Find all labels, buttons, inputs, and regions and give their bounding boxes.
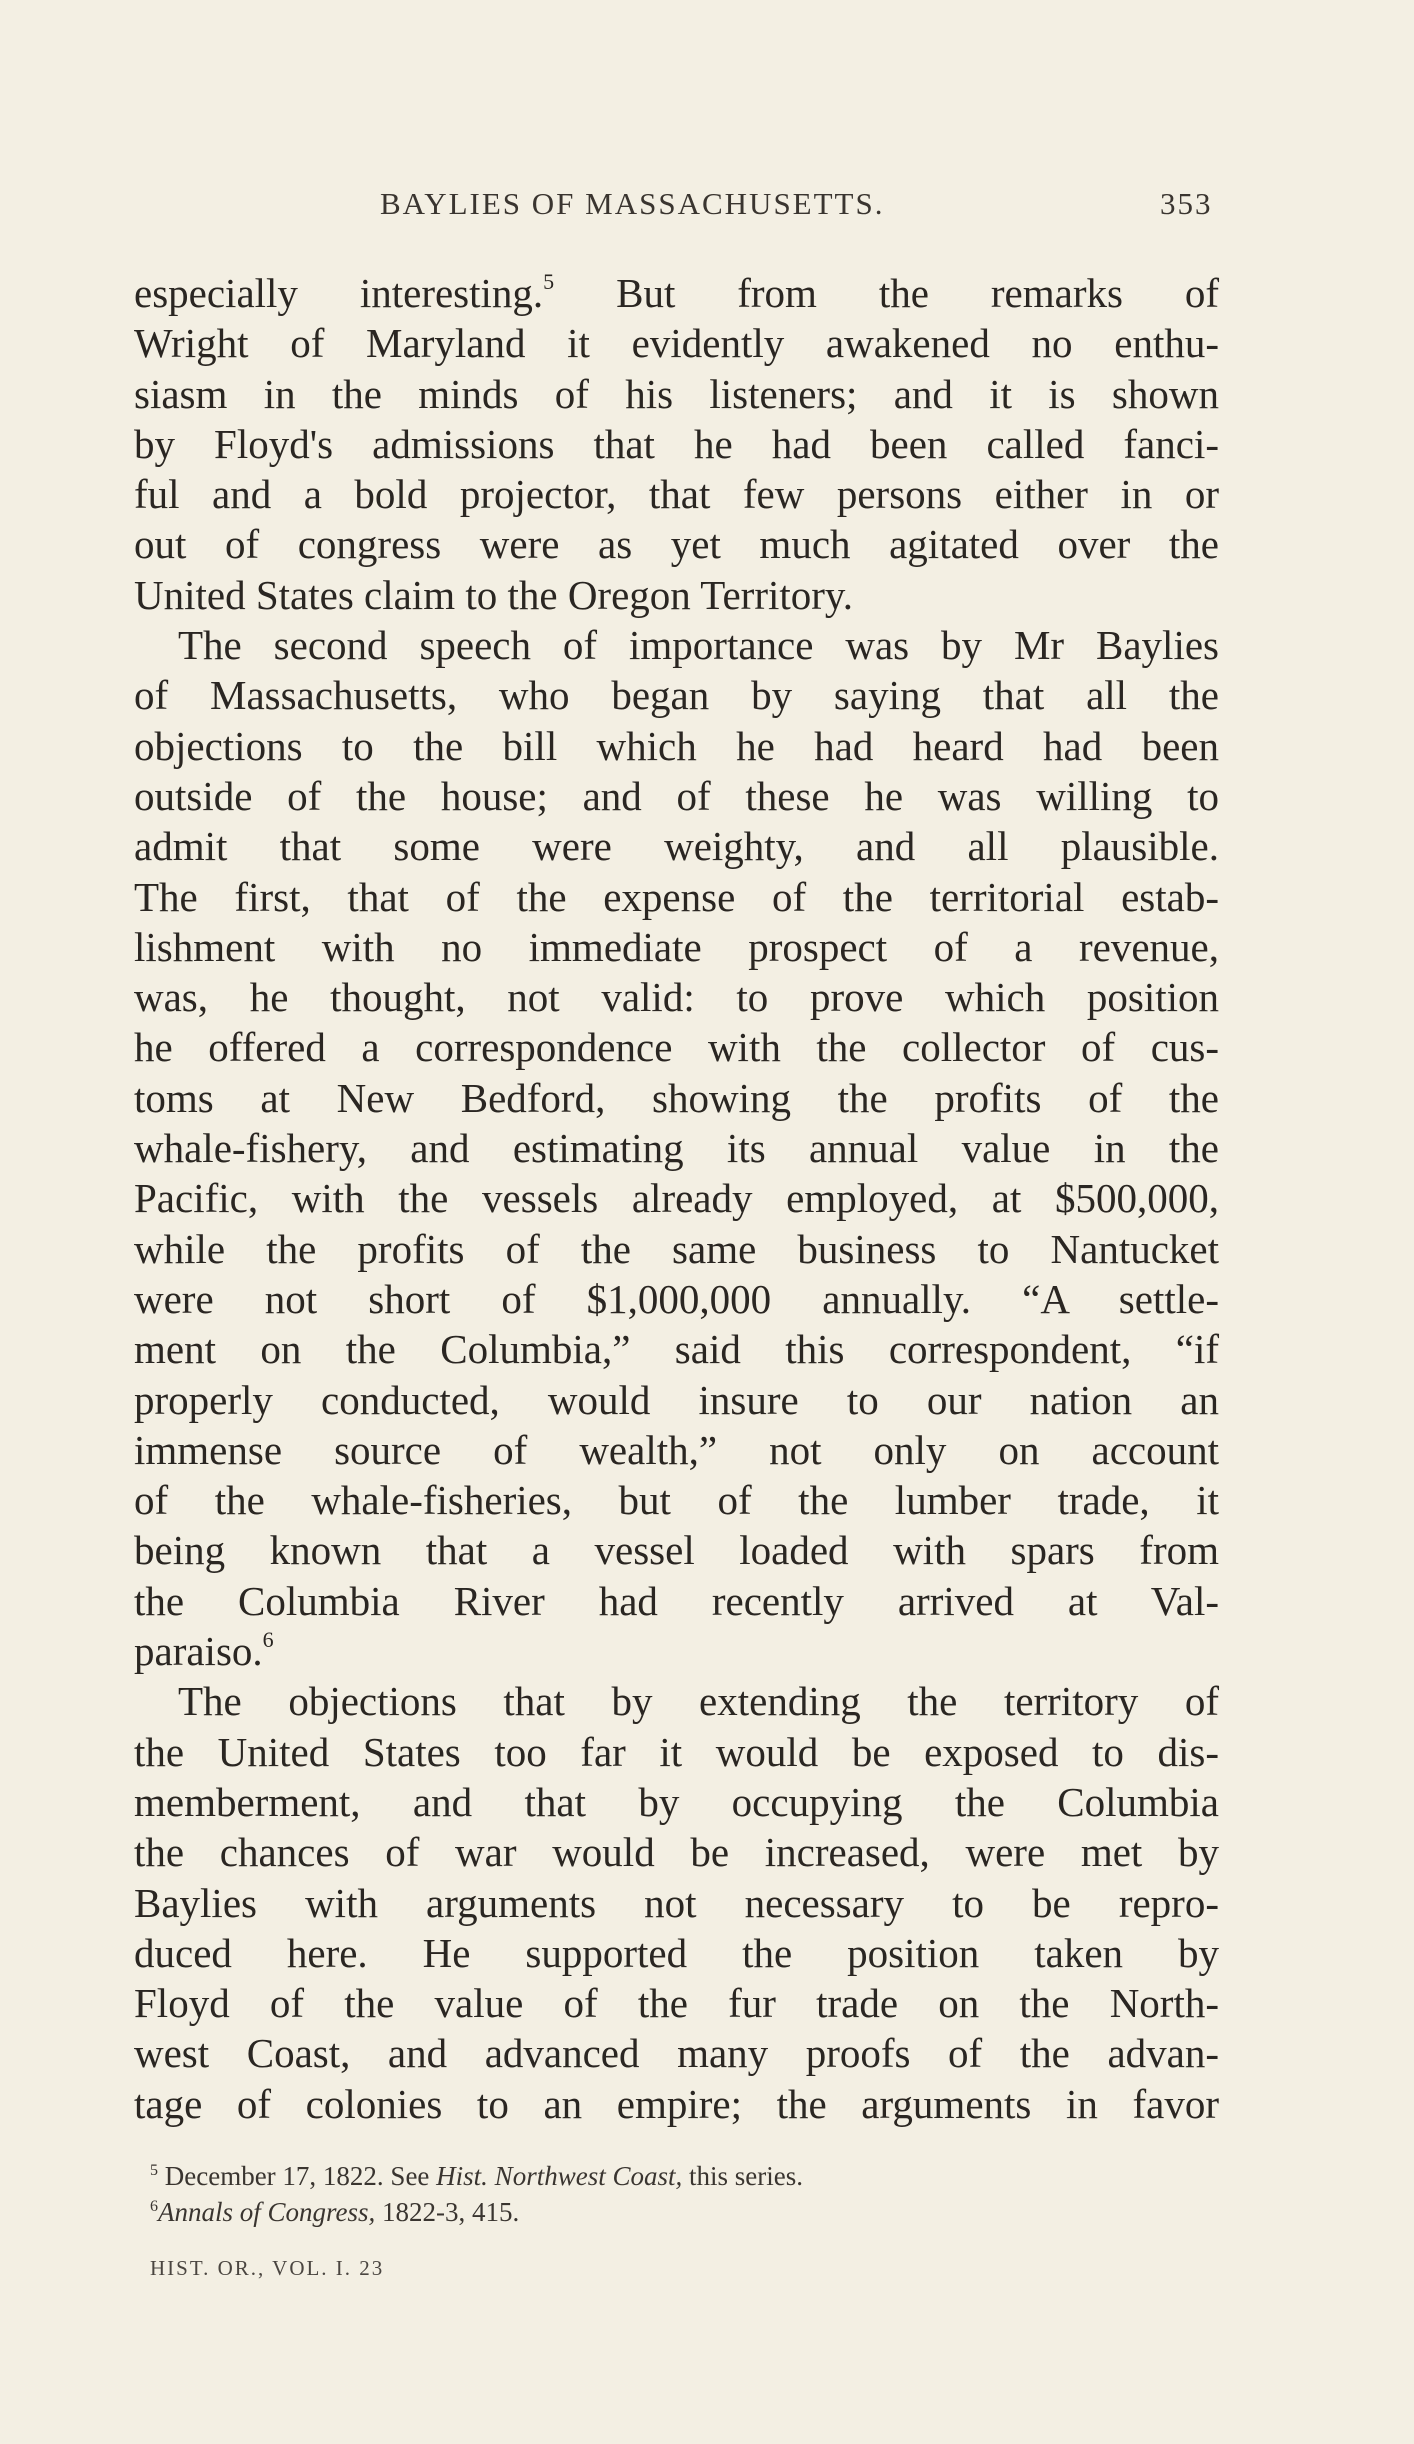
text-line: paraiso.$^6$ [134,1627,274,1675]
text-line: Floyd of the value of the fur trade on the North- [134,1980,1219,2027]
text-line: were not short of $1,000,000 annually. “A settle- [134,1275,1219,1322]
paragraph-start-line: The second speech of importance was by Mr Baylies [178,622,1219,669]
text-line: while the profits of the same business to Nantucket [134,1225,1219,1272]
text-line: memberment, and that by occupying the Columbia [134,1778,1219,1825]
text-line: the United States too far it would be exposed to dis- [134,1728,1219,1775]
footnote: $^5$ December 17, 1822. See Hist. Northwest Coast, this series. [150,2161,803,2191]
text-line: lishment with no immediate prospect of a revenue, [134,923,1219,970]
text-line: The first, that of the expense of the territorial estab- [134,873,1219,920]
text-line: the Columbia River had recently arrived at Val- [134,1577,1219,1624]
footnotes [150,2158,1150,2230]
text-line: of Massachusetts, who began by saying that all the [134,672,1219,719]
text-line: admit that some were weighty, and all plausible. [134,823,1219,870]
text-line: Baylies with arguments not necessary to be repro- [134,1879,1219,1926]
text-line: tage of colonies to an empire; the arguments in favor [134,2080,1219,2127]
text-line: siasm in the minds of his listeners; and it is shown [134,370,1219,417]
text-line: by Floyd's admissions that he had been called fanci- [134,420,1219,467]
text-line: Wright of Maryland it evidently awakened no enthu- [134,320,1219,367]
text-line: toms at New Bedford, showing the profits of the [134,1074,1219,1121]
text-line: objections to the bill which he had heard had been [134,722,1219,769]
text-line: the chances of war would be increased, were met by [134,1829,1219,1876]
text-line: whale-fishery, and estimating its annual value in the [134,1125,1219,1172]
text-line: out of congress were as yet much agitated over the [134,521,1219,568]
text-line: was, he thought, not valid: to prove which position [134,974,1219,1021]
text-line: he offered a correspondence with the collector of cus- [134,1024,1219,1071]
paragraph-start-line: The objections that by extending the territory of [178,1678,1219,1725]
running-title: BAYLIES OF MASSACHUSETTS. [380,186,885,221]
text-line: of the whale-fisheries, but of the lumber trade, it [134,1477,1219,1524]
body-text [134,268,1219,2129]
signature-mark: HIST. OR., VOL. I. 23 [150,2256,385,2280]
text-line: Pacific, with the vessels already employed, at $500,000, [134,1175,1219,1222]
text-line: immense source of wealth,” not only on account [134,1426,1219,1473]
running-head [0,186,1414,230]
footnote-mark: 5 [150,2162,158,2179]
text-line: outside of the house; and of these he was willing to [134,772,1219,819]
page-number: 353 [1160,186,1213,221]
footnote-ref: 5 [543,269,555,294]
text-line: ful and a bold projector, that few persons either in or [134,471,1219,518]
text-line: west Coast, and advanced many proofs of the advan- [134,2030,1219,2077]
text-line: being known that a vessel loaded with spars from [134,1527,1219,1574]
text-line: especially interesting.$^5$ But from the remarks of [134,269,1219,316]
footnote: $^6$Annals of Congress, 1822-3, 415. [150,2197,520,2227]
footnote-mark: 6 [150,2198,158,2215]
footnote-ref: 6 [262,1627,274,1653]
text-line: United States claim to the Oregon Territory. [134,571,854,618]
text-line: duced here. He supported the position taken by [134,1929,1219,1976]
text-line: properly conducted, would insure to our nation an [134,1376,1219,1423]
text-line: ment on the Columbia,” said this correspondent, “if [134,1326,1219,1373]
